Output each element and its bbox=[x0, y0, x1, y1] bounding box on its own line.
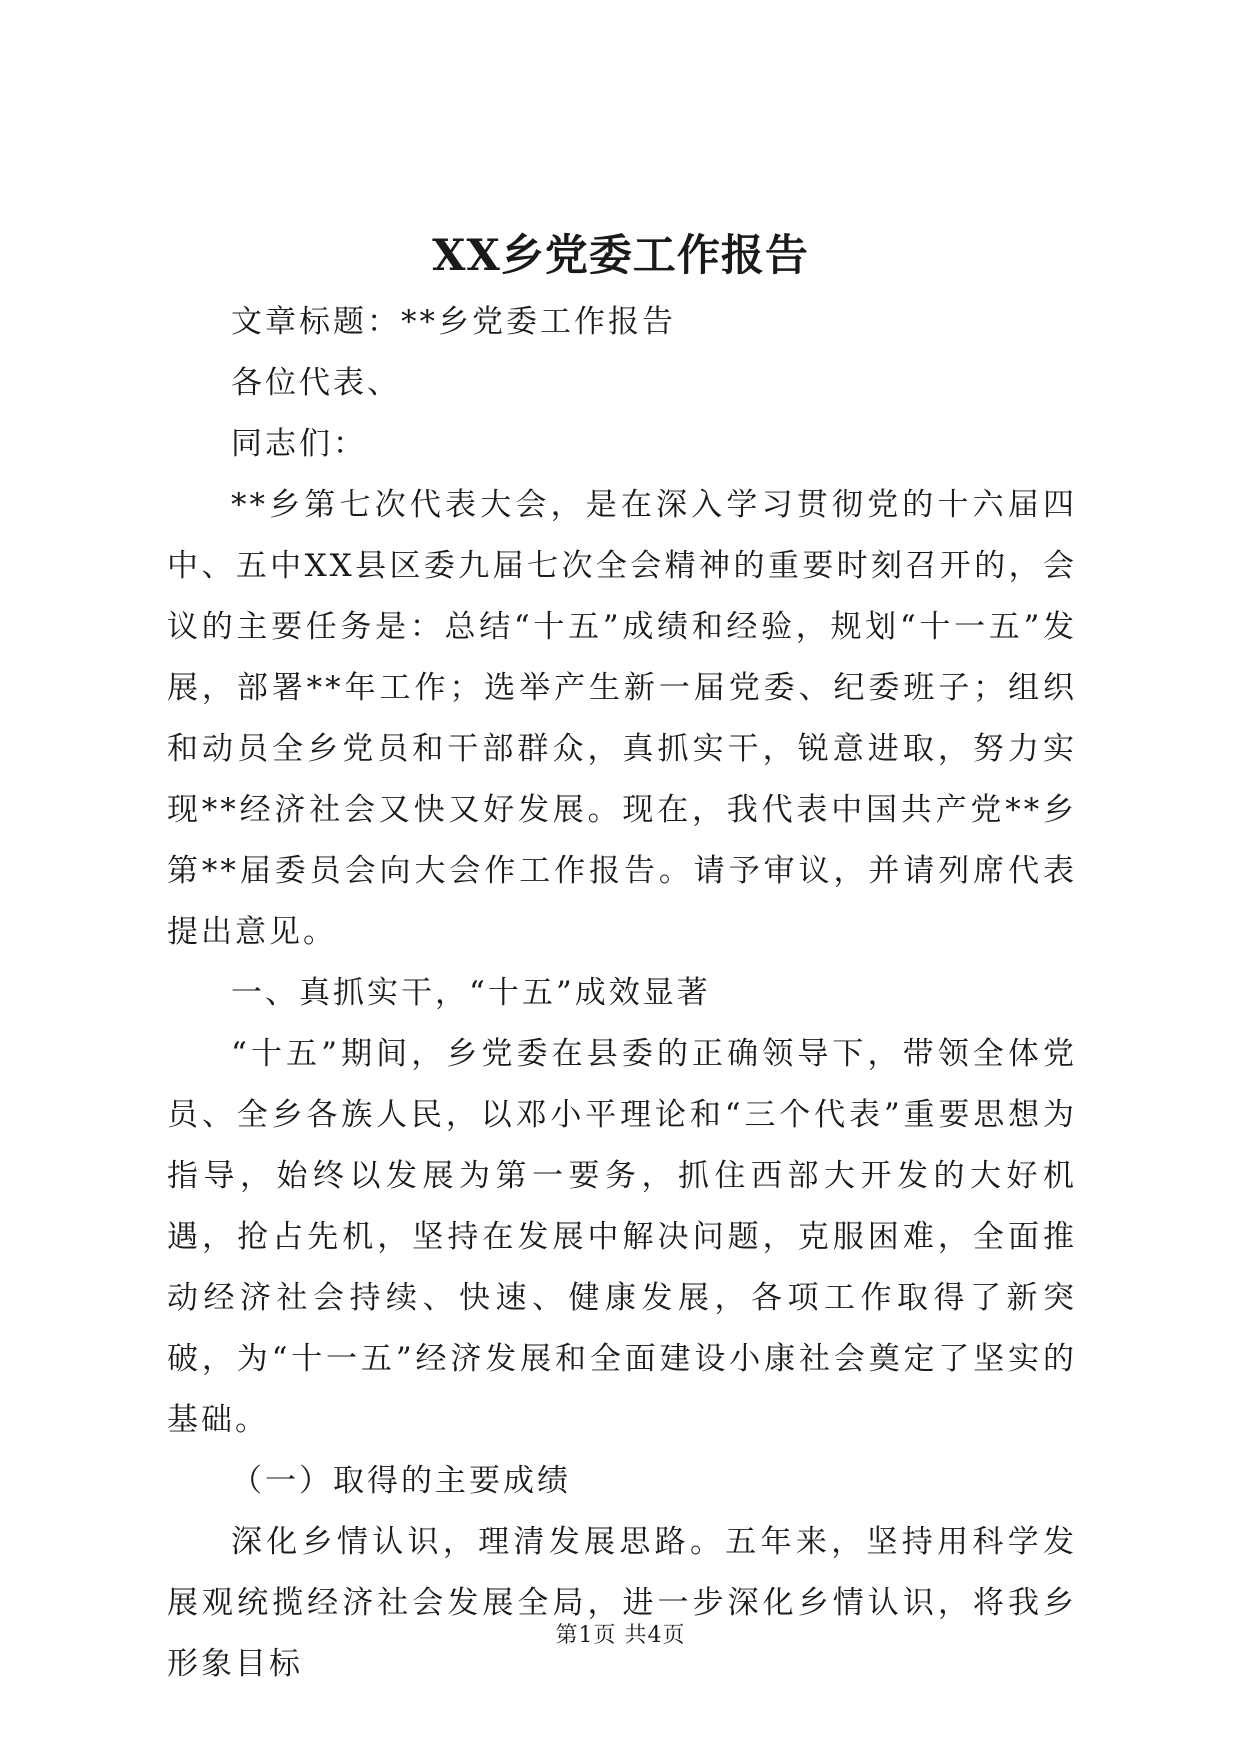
section-heading-1: 一、真抓实干，“十五”成效显著 bbox=[231, 975, 711, 1011]
subsection-1-paragraph: 深化乡情认识，理清发展思路。五年来，坚持用科学发展观统揽经济社会发展全局，进一步深化乡情认识，将我乡形象目标 bbox=[167, 1524, 1077, 1682]
subsection-heading-1: （一）取得的主要成绩 bbox=[231, 1463, 571, 1499]
salutation-comrades: 同志们： bbox=[231, 426, 367, 462]
intro-paragraph: **乡第七次代表大会，是在深入学习贯彻党的十六届四中、五中XX县区委九届七次全会精神的重要时刻召开的，会议的主要任务是：总结“十五”成绩和经验，规划“十一五”发展，部署**年工作；选举产生新一届党委、纪委班子；组织和动员全乡党员和干部群众，真抓实干，锐意进取，努力实现**经济社会又快又好发展。现在，我代表中国共产党**乡第**届委员会向大会作工作报告。请予审议，并请列席代表提出意见。 bbox=[167, 487, 1077, 950]
salutation-delegates: 各位代表、 bbox=[231, 365, 401, 401]
article-title-line: 文章标题：**乡党委工作报告 bbox=[231, 304, 676, 340]
section-1-paragraph: “十五”期间，乡党委在县委的正确领导下，带领全体党员、全乡各族人民，以邓小平理论和“三个代表”重要思想为指导，始终以发展为第一要务，抓住西部大开发的大好机遇，抢占先机，坚持在发展中解决问题，克服困难，全面推动经济社会持续、快速、健康发展，各项工作取得了新突破，为“十一五”经济发展和全面建设小康社会奠定了坚实的基础。 bbox=[167, 1036, 1077, 1438]
document-body bbox=[167, 292, 1077, 1695]
document-title: XX乡党委工作报告 bbox=[432, 231, 809, 281]
page-number-footer: 第1页 共4页 bbox=[555, 1623, 686, 1648]
